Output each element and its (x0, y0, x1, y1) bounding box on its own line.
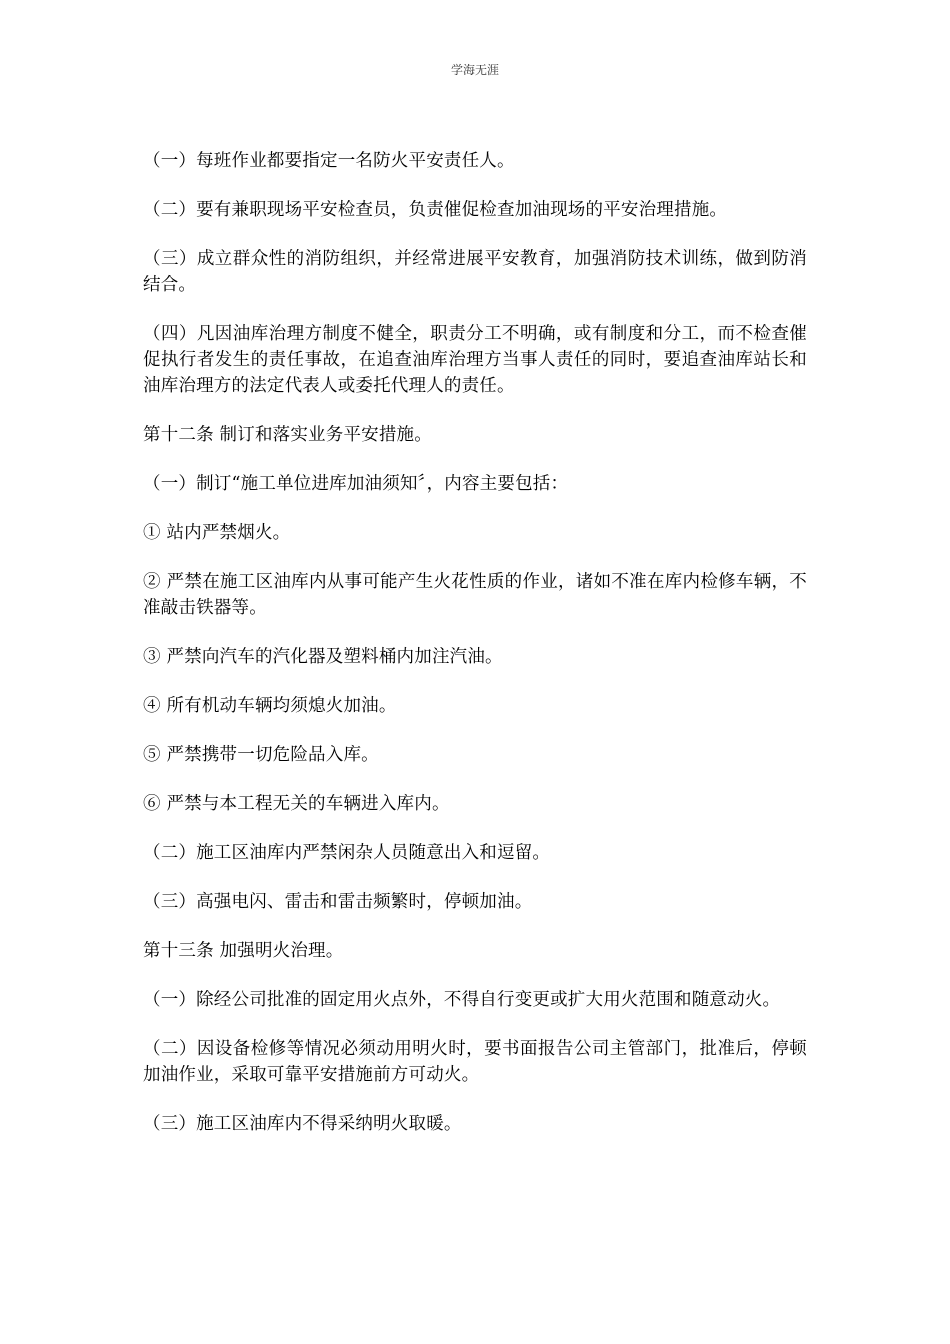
section-heading: 第十三条 加强明火治理。 (143, 941, 344, 961)
paragraph: （二）要有兼职现场平安检查员，负责催促检查加油现场的平安治理措施。 (143, 200, 728, 220)
paragraph: （三）高强电闪、雷击和雷击频繁时，停顿加油。 (143, 892, 533, 912)
paragraph: （一）除经公司批准的固定用火点外，不得自行变更或扩大用火范围和随意动火。 (143, 990, 781, 1010)
document-body (143, 148, 807, 1160)
paragraph: （一）每班作业都要指定一名防火平安责任人。 (143, 151, 515, 171)
list-item: ⑤ 严禁携带一切危险品入库。 (143, 745, 379, 765)
paragraph: （三）成立群众性的消防组织，并经常进展平安教育，加强消防技术训练，做到防消结合。 (143, 249, 807, 295)
list-item: ④ 所有机动车辆均须熄火加油。 (143, 696, 397, 716)
page-header: 学海无涯 (450, 63, 499, 77)
list-item: ⑥ 严禁与本工程无关的车辆进入库内。 (143, 794, 450, 814)
list-item: ③ 严禁向汽车的汽化器及塑料桶内加注汽油。 (143, 647, 503, 667)
paragraph: （四）凡因油库治理方制度不健全，职责分工不明确，或有制度和分工，而不检查催促执行者发生的责任事故，在追查油库治理方当事人责任的同时，要追查油库站长和油库治理方的法定代表人或委托代理人的责任。 (143, 324, 807, 396)
list-item: ② 严禁在施工区油库内从事可能产生火花性质的作业，诸如不准在库内检修车辆，不准敲击铁器等。 (143, 572, 807, 618)
paragraph: （三）施工区油库内不得采纳明火取暖。 (143, 1114, 462, 1134)
paragraph: （一）制订“施工单位进库加油须知〞，内容主要包括： (143, 474, 569, 494)
paragraph: （二）施工区油库内严禁闲杂人员随意出入和逗留。 (143, 843, 551, 863)
paragraph: （二）因设备检修等情况必须动用明火时，要书面报告公司主管部门，批准后，停顿加油作业，采取可靠平安措施前方可动火。 (143, 1039, 807, 1085)
list-item: ① 站内严禁烟火。 (143, 523, 291, 543)
section-heading: 第十二条 制订和落实业务平安措施。 (143, 425, 432, 445)
